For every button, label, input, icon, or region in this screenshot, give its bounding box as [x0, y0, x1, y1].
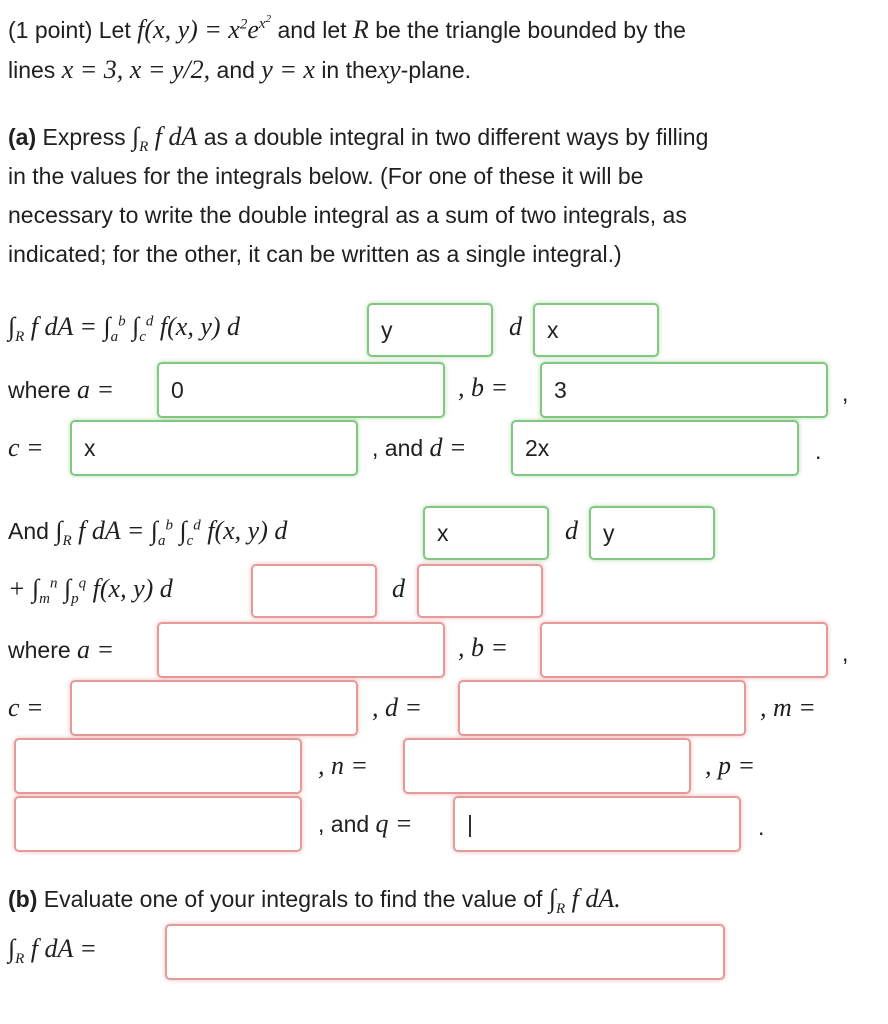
comma-2: ,	[842, 640, 849, 666]
part-b-label: (b)	[8, 886, 38, 912]
part-a-text	[8, 117, 878, 274]
part-b-text: (b) Evaluate one of your integrals to find the value of $\int_R$ f dA.	[8, 884, 621, 918]
part-a-line-1: as a double integral in two different ways by filling	[203, 124, 709, 150]
boundary-eq-1: x = 3, x = y/2,	[61, 55, 211, 84]
in-the-text: in the	[321, 57, 378, 83]
part-a-line-2: in the values for the integrals below. (For one of these it will be	[8, 163, 644, 189]
first-d-label: d	[509, 312, 522, 341]
second-n-input[interactable]	[403, 738, 691, 794]
text-cursor: |	[467, 810, 473, 837]
part-a-line-4: indicated; for the other, it can be written as a single integral.)	[8, 241, 622, 267]
second-b-input[interactable]	[540, 622, 828, 678]
second-d-eq-label: , d =	[372, 693, 423, 722]
second-a-input[interactable]	[157, 622, 445, 678]
integral-R-f-dA: $\int_R$ f dA	[132, 122, 198, 156]
intro-text-3: be the triangle bounded by the	[375, 17, 686, 43]
second-integral-expression: And $\int_R$ f dA = $\int_a^b$ $\int_c^d$ f(x, y) d	[8, 516, 288, 550]
second-sum-inner-var-input[interactable]	[251, 564, 377, 618]
first-c-label: c =	[8, 433, 44, 462]
part-a-line-3: necessary to write the double integral as a sum of two integrals, as	[8, 202, 687, 228]
plane-text: -plane.	[400, 57, 471, 83]
second-sum-outer-var-input[interactable]	[417, 564, 543, 618]
second-c-input[interactable]	[70, 680, 358, 736]
first-outer-var-input[interactable]: x	[533, 303, 659, 357]
intro-text: Let	[98, 17, 131, 43]
express-text: Express	[42, 124, 126, 150]
first-d-input[interactable]: 2x	[511, 420, 799, 476]
second-q-label: , and q =	[318, 809, 413, 838]
function-def: f(x, $y) = x^2e^{x^2}$	[137, 13, 272, 44]
second-q-input[interactable]	[453, 796, 741, 852]
second-p-label: , p =	[705, 751, 756, 780]
second-sum-expression: + $\int_m^n$ $\int_p^q$ f(x, y) d	[8, 574, 173, 608]
second-d-input[interactable]	[458, 680, 746, 736]
first-a-input[interactable]: 0	[157, 362, 445, 418]
second-inner-var-input[interactable]: x	[423, 506, 549, 560]
second-sum-d-label: d	[392, 574, 405, 603]
part-b-lhs: $\int_R$ f dA =	[8, 934, 97, 968]
second-c-label: c =	[8, 693, 44, 722]
points-label: (1 point)	[8, 17, 93, 43]
second-m-input[interactable]	[14, 738, 302, 794]
period: .	[815, 438, 822, 464]
first-b-label: , b =	[458, 373, 509, 402]
second-m-label: , m =	[760, 693, 816, 722]
problem-statement	[8, 10, 878, 90]
lines-text: lines	[8, 57, 56, 83]
part-a-label: (a)	[8, 124, 37, 150]
first-d-label-text: , and d =	[372, 433, 467, 462]
intro-text-2: and let	[277, 17, 347, 43]
part-b-answer-input[interactable]	[165, 924, 725, 980]
comma: ,	[842, 380, 849, 406]
period-2: .	[758, 814, 765, 840]
second-p-input[interactable]	[14, 796, 302, 852]
first-c-input[interactable]: x	[70, 420, 358, 476]
second-outer-var-input[interactable]: y	[589, 506, 715, 560]
first-inner-var-input[interactable]: y	[367, 303, 493, 357]
xy-symbol: xy	[377, 55, 401, 84]
and-text: and	[216, 57, 255, 83]
second-d-label: d	[565, 516, 578, 545]
second-n-label: , n =	[318, 751, 369, 780]
boundary-eq-2: y = x	[261, 55, 315, 84]
region-symbol: R	[352, 15, 369, 44]
first-b-input[interactable]: 3	[540, 362, 828, 418]
first-integral-expression: $\int_R$ f dA = $\int_a^b$ $\int_c^d$ f(x, y) d	[8, 312, 241, 346]
second-b-label: , b =	[458, 633, 509, 662]
second-where-a: where a =	[8, 635, 115, 664]
first-where-a: where a =	[8, 375, 115, 404]
